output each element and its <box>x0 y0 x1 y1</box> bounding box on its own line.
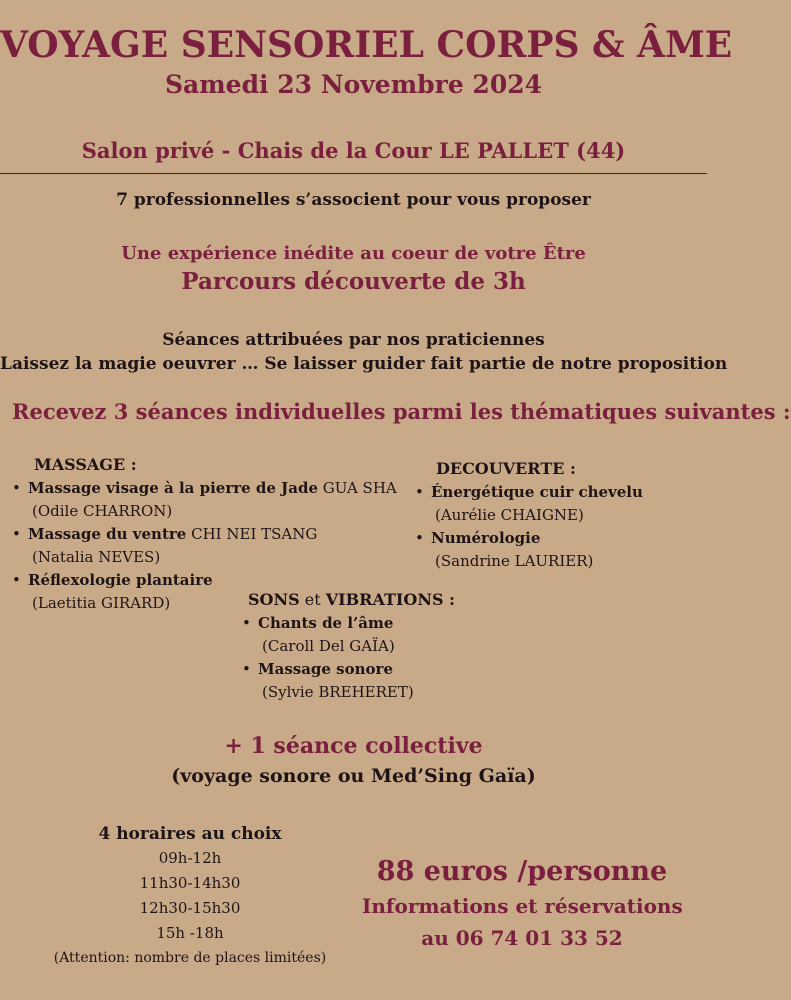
info-line: Informations et réservations <box>362 894 683 918</box>
laissez-line: Laissez la magie oeuvrer … Se laisser guider fait partie de notre proposition <box>0 354 728 374</box>
time-slot: 09h-12h <box>158 849 222 867</box>
schedule-note: (Attention: nombre de places limitées) <box>53 950 327 966</box>
recevez-heading: Recevez 3 séances individuelles parmi les thématiques suivantes : <box>12 399 791 424</box>
time-slot: 12h30-15h30 <box>139 899 241 917</box>
decouverte-heading: DECOUVERTE : <box>436 459 576 478</box>
list-item: • Massage sonore (Sylvie BREHERET) <box>240 658 455 704</box>
time-slot: 15h -18h <box>156 924 224 942</box>
schedule-heading: 4 horaires au choix <box>98 824 282 844</box>
decouverte-section <box>413 457 643 573</box>
parcours-line: Parcours découverte de 3h <box>181 268 526 295</box>
list-item: • Numérologie (Sandrine LAURIER) <box>413 527 643 573</box>
list-item: • Chants de l’âme (Caroll Del GAÏA) <box>240 612 455 658</box>
list-item: • Réflexologie plantaire (Laetitia GIRARD) <box>10 569 397 615</box>
sons-section <box>240 588 455 704</box>
massage-heading: MASSAGE : <box>34 455 137 474</box>
collective-subtitle: (voyage sonore ou Med’Sing Gaïa) <box>171 765 536 787</box>
sons-heading: SONS et VIBRATIONS : <box>248 590 455 609</box>
divider <box>0 173 707 174</box>
sons-list <box>240 612 455 704</box>
decouverte-list <box>413 481 643 573</box>
experience-line: Une expérience inédite au coeur de votre Être <box>121 243 586 264</box>
list-item: • Énergétique cuir chevelu (Aurélie CHAIGNE) <box>413 481 643 527</box>
list-item: • Massage du ventre CHI NEI TSANG (Natalia NEVES) <box>10 523 397 569</box>
price: 88 euros /personne <box>376 856 668 887</box>
seances-line: Séances attribuées par nos praticiennes <box>162 330 545 350</box>
list-item: • Massage visage à la pierre de Jade GUA SHA (Odile CHARRON) <box>10 477 397 523</box>
time-slot: 11h30-14h30 <box>139 874 241 892</box>
intro-line: 7 professionnelles s’associent pour vous proposer <box>116 190 591 210</box>
event-date: Samedi 23 Novembre 2024 <box>164 70 543 99</box>
phone-number: au 06 74 01 33 52 <box>421 926 623 950</box>
page-title: VOYAGE SENSORIEL CORPS & ÂME <box>0 24 733 66</box>
pricing-section <box>362 854 682 954</box>
event-venue: Salon privé - Chais de la Cour LE PALLET (44) <box>81 138 626 163</box>
schedule-section <box>20 822 360 970</box>
collective-session: + 1 séance collective <box>224 733 483 759</box>
